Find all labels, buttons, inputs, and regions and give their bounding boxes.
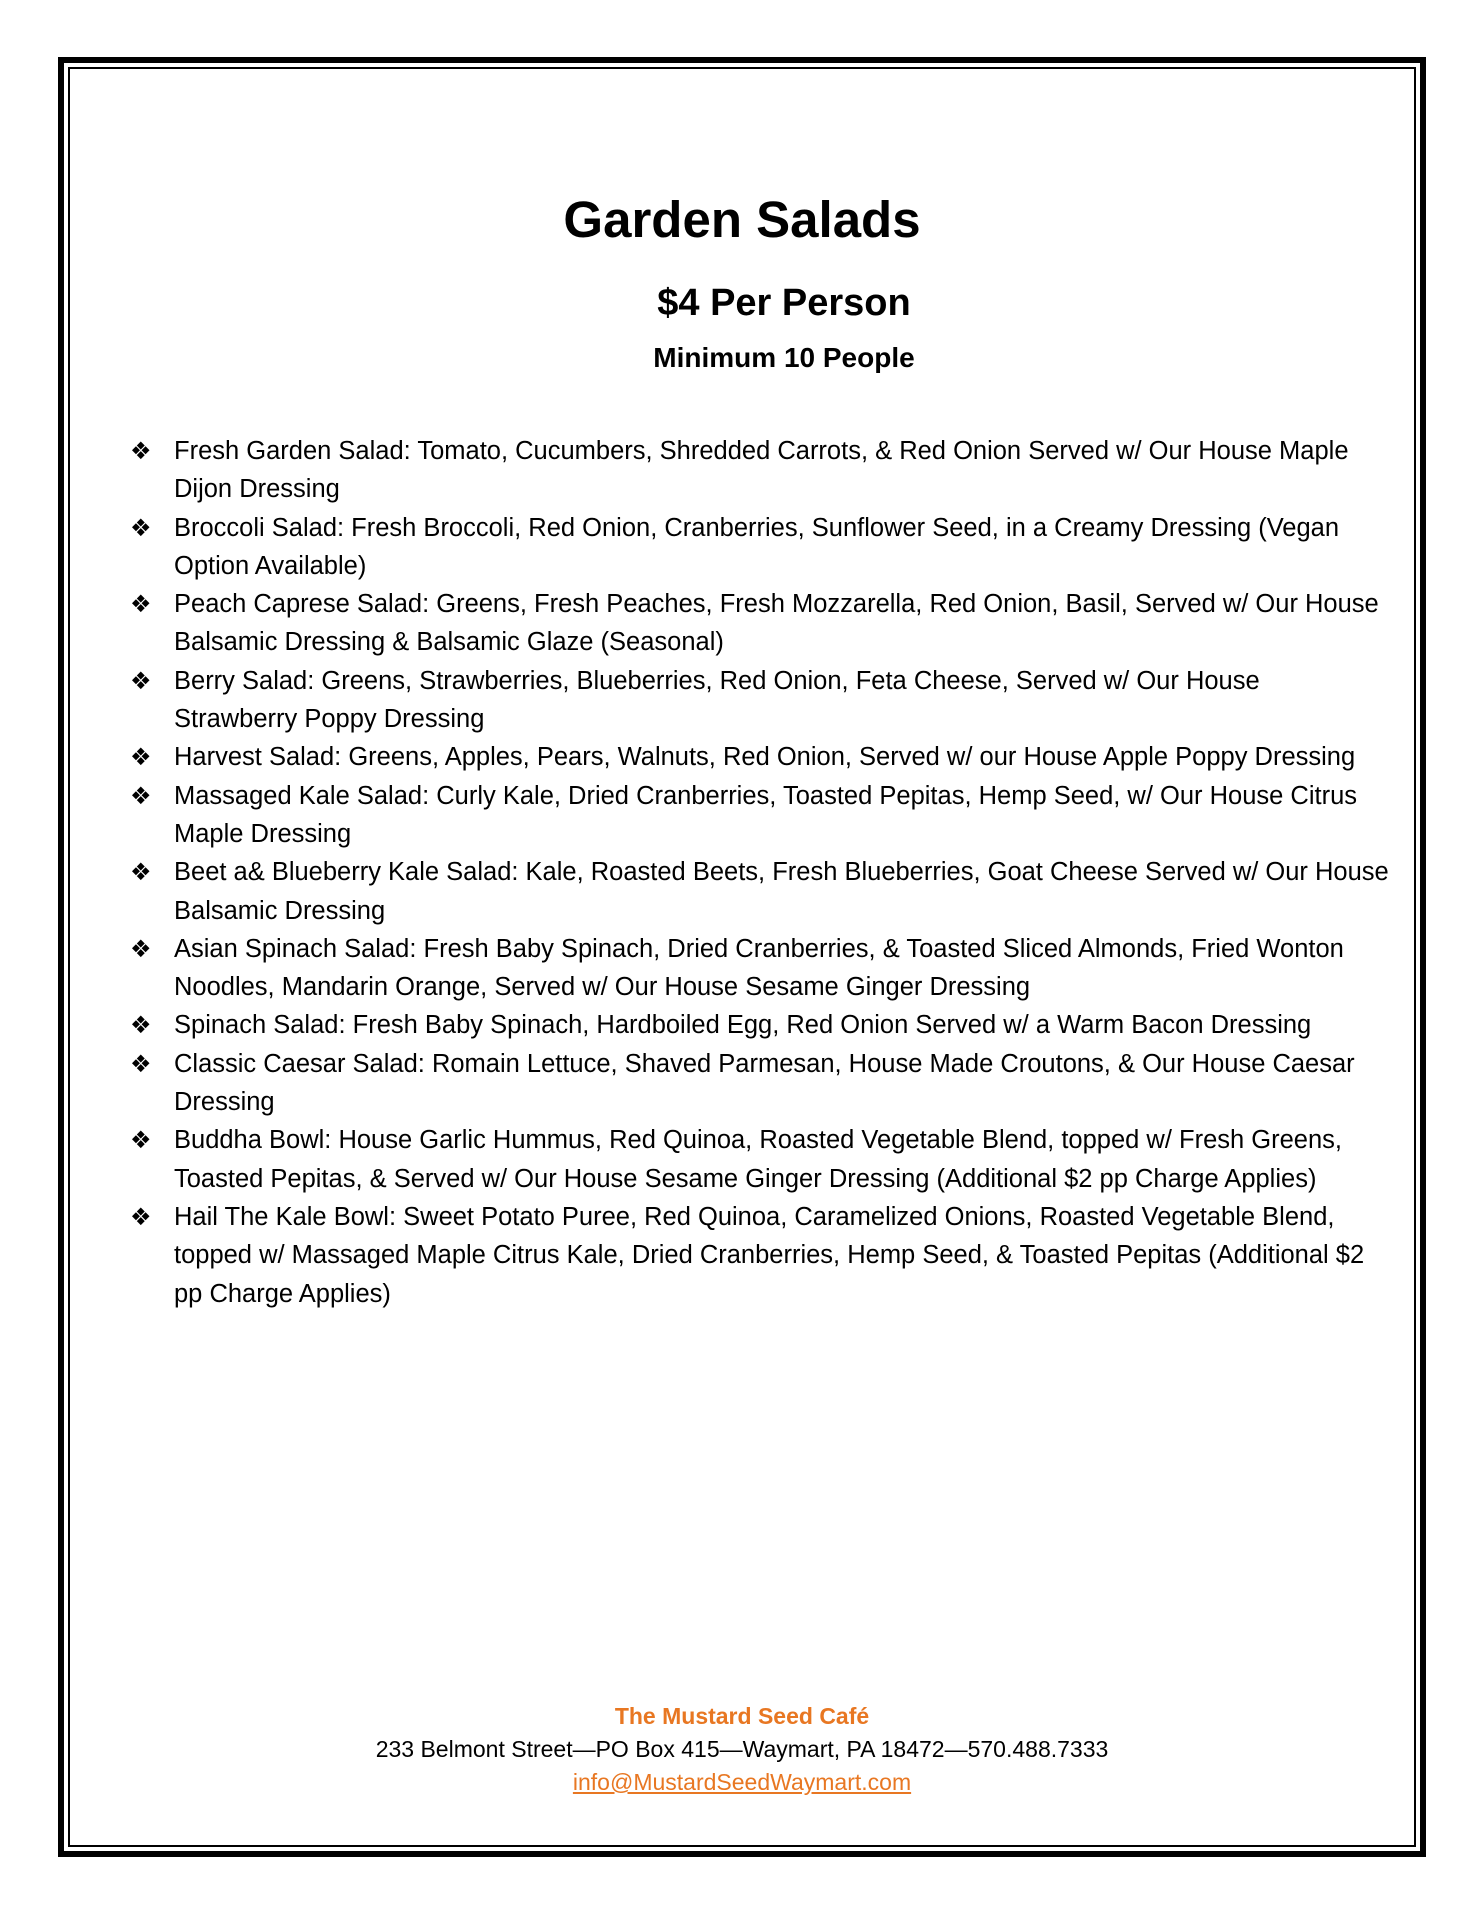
diamond-bullet-icon: ❖ (130, 1011, 152, 1040)
item-text: Spinach Salad: Fresh Baby Spinach, Hardboiled Egg, Red Onion Served w/ a Warm Bacon Dressing (174, 1011, 1312, 1040)
list-item (130, 662, 1390, 739)
list-item (130, 1121, 1390, 1198)
diamond-bullet-icon: ❖ (130, 1126, 152, 1155)
list-item (130, 1006, 1390, 1044)
diamond-bullet-icon: ❖ (130, 781, 152, 810)
page-title: Garden Salads (563, 191, 921, 248)
minimum-people: Minimum 10 People (653, 342, 915, 373)
diamond-bullet-icon: ❖ (130, 666, 152, 695)
list-item (130, 777, 1390, 854)
item-text: Asian Spinach Salad: Fresh Baby Spinach, Dried Cranberries, & Toasted Sliced Almonds, Fried Wonton Noodles, Mandarin Orange, Served w/ Our House Sesame Ginger Dressing (174, 934, 1344, 1002)
list-item (130, 432, 1390, 509)
list-item (130, 930, 1390, 1007)
salad-list (130, 432, 1390, 1313)
diamond-bullet-icon: ❖ (130, 1049, 152, 1078)
item-text: Hail The Kale Bowl: Sweet Potato Puree, Red Quinoa, Caramelized Onions, Roasted Vegetable Blend, topped w/ Massaged Maple Citrus Kale, Dried Cranberries, Hemp Seed, & Toasted Pepitas (Additional $2 pp Charge Applies) (174, 1202, 1365, 1308)
list-item (130, 509, 1390, 586)
item-text: Fresh Garden Salad: Tomato, Cucumbers, Shredded Carrots, & Red Onion Served w/ Our House Maple Dijon Dressing (174, 437, 1349, 504)
diamond-bullet-icon: ❖ (130, 934, 152, 963)
item-text: Broccoli Salad: Fresh Broccoli, Red Onion, Cranberries, Sunflower Seed, in a Creamy Dressing (Vegan Option Available) (174, 513, 1340, 580)
cafe-name: The Mustard Seed Café (614, 1703, 870, 1729)
cafe-address: 233 Belmont Street—PO Box 415—Waymart, PA 18472—570.488.7333 (375, 1736, 1109, 1762)
item-text: Buddha Bowl: House Garlic Hummus, Red Quinoa, Roasted Vegetable Blend, topped w/ Fresh Greens, Toasted Pepitas, & Served w/ Our House Sesame Ginger Dressing (Additional $2 pp Charge Applies) (174, 1126, 1342, 1193)
list-item (130, 738, 1390, 776)
list-item (130, 853, 1390, 930)
item-text: Harvest Salad: Greens, Apples, Pears, Walnuts, Red Onion, Served w/ our House Apple Poppy Dressing (174, 743, 1356, 772)
item-text: Massaged Kale Salad: Curly Kale, Dried Cranberries, Toasted Pepitas, Hemp Seed, w/ Our House Citrus Maple Dressing (174, 781, 1357, 848)
diamond-bullet-icon: ❖ (130, 858, 152, 887)
footer (0, 1700, 1484, 1799)
list-item (130, 1198, 1390, 1313)
email-link[interactable]: info@MustardSeedWaymart.com (572, 1769, 912, 1795)
item-text: Beet a& Blueberry Kale Salad: Kale, Roasted Beets, Fresh Blueberries, Goat Cheese Served w/ Our House Balsamic Dressing (174, 858, 1389, 925)
diamond-bullet-icon: ❖ (130, 743, 152, 772)
item-text: Classic Caesar Salad: Romain Lettuce, Shaved Parmesan, House Made Croutons, & Our House Caesar Dressing (174, 1049, 1355, 1117)
diamond-bullet-icon: ❖ (130, 513, 152, 542)
item-text: Berry Salad: Greens, Strawberries, Blueberries, Red Onion, Feta Cheese, Served w/ Our House Strawberry Poppy Dressing (174, 666, 1260, 734)
item-text: Peach Caprese Salad: Greens, Fresh Peaches, Fresh Mozzarella, Red Onion, Basil, Served w/ Our House Balsamic Dressing & Balsamic Glaze (Seasonal) (174, 590, 1379, 657)
list-item (130, 585, 1390, 662)
diamond-bullet-icon: ❖ (130, 437, 152, 465)
diamond-bullet-icon: ❖ (130, 1202, 152, 1231)
diamond-bullet-icon: ❖ (130, 590, 152, 619)
list-item (130, 1045, 1390, 1122)
price-per-person: $4 Per Person (657, 282, 911, 324)
